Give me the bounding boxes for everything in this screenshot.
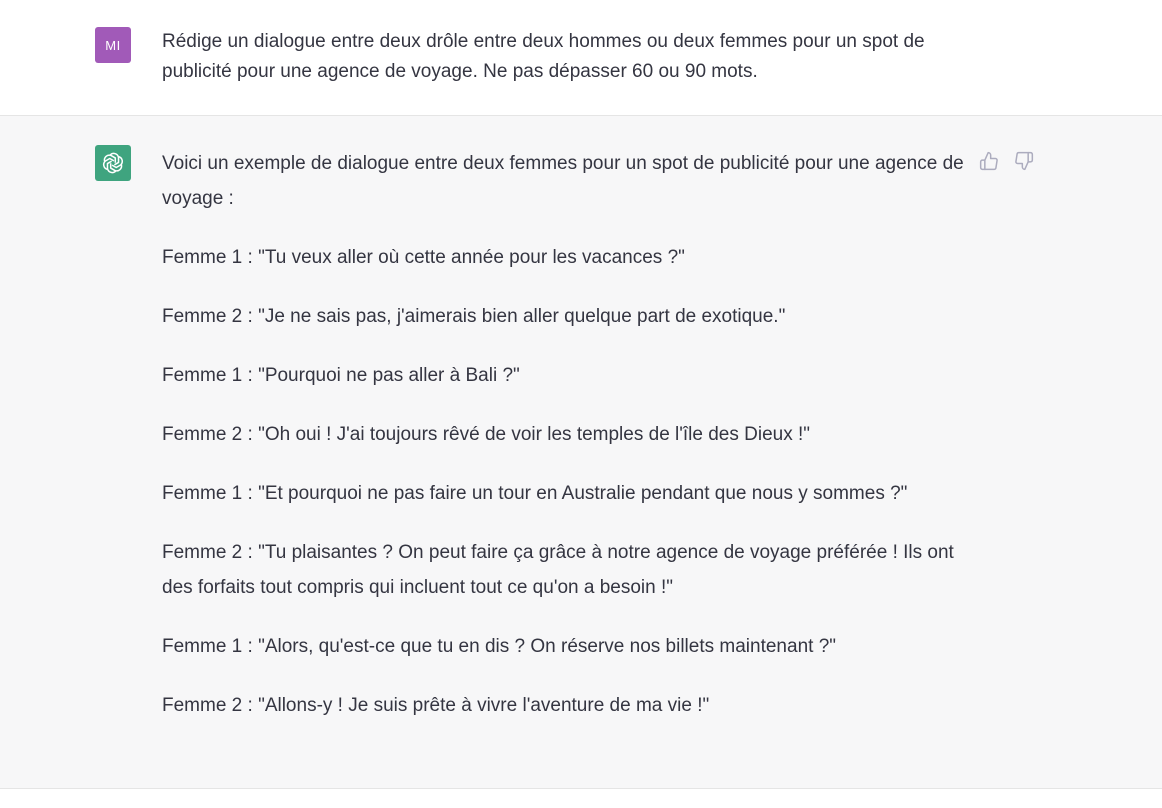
assistant-message-text bbox=[162, 146, 967, 747]
reply-paragraph: Femme 1 : "Alors, qu'est-ce que tu en dis ? On réserve nos billets maintenant ?" bbox=[162, 636, 836, 657]
user-avatar-initials: MI bbox=[105, 37, 121, 53]
reply-paragraph: Femme 2 : "Je ne sais pas, j'aimerais bien aller quelque part de exotique." bbox=[162, 306, 786, 327]
reply-paragraph: Voici un exemple de dialogue entre deux femmes pour un spot de publicité pour une agence de voyage : bbox=[162, 153, 964, 209]
thumbs-up-icon bbox=[979, 151, 999, 171]
user-avatar bbox=[95, 27, 131, 63]
user-message-text: Rédige un dialogue entre deux drôle entre deux hommes ou deux femmes pour un spot de publicité pour une agence de voyage. Ne pas dépasser 60 ou 90 mots. bbox=[162, 31, 925, 82]
reply-paragraph: Femme 1 : "Et pourquoi ne pas faire un tour en Australie pendant que nous y sommes ?" bbox=[162, 483, 908, 504]
reply-paragraph: Femme 2 : "Oh oui ! J'ai toujours rêvé de voir les temples de l'île des Dieux !" bbox=[162, 424, 811, 445]
reply-paragraph: Femme 1 : "Pourquoi ne pas aller à Bali ?" bbox=[162, 365, 520, 386]
thumbs-down-button[interactable] bbox=[1013, 150, 1035, 172]
reply-paragraph: Femme 2 : "Allons-y ! Je suis prête à vivre l'aventure de ma vie !" bbox=[162, 695, 710, 716]
assistant-message-row bbox=[0, 116, 1162, 789]
reply-paragraph: Femme 2 : "Tu plaisantes ? On peut faire ça grâce à notre agence de voyage préférée ! Ils ont des forfaits tout compris qui incluent tout ce qu'on a besoin !" bbox=[162, 542, 954, 598]
reply-paragraph: Femme 1 : "Tu veux aller où cette année pour les vacances ?" bbox=[162, 247, 685, 268]
user-message-row bbox=[0, 0, 1162, 116]
thumbs-up-button[interactable] bbox=[978, 150, 1000, 172]
assistant-avatar bbox=[95, 145, 131, 181]
openai-logo-icon bbox=[100, 150, 126, 176]
thumbs-down-icon bbox=[1014, 151, 1034, 171]
